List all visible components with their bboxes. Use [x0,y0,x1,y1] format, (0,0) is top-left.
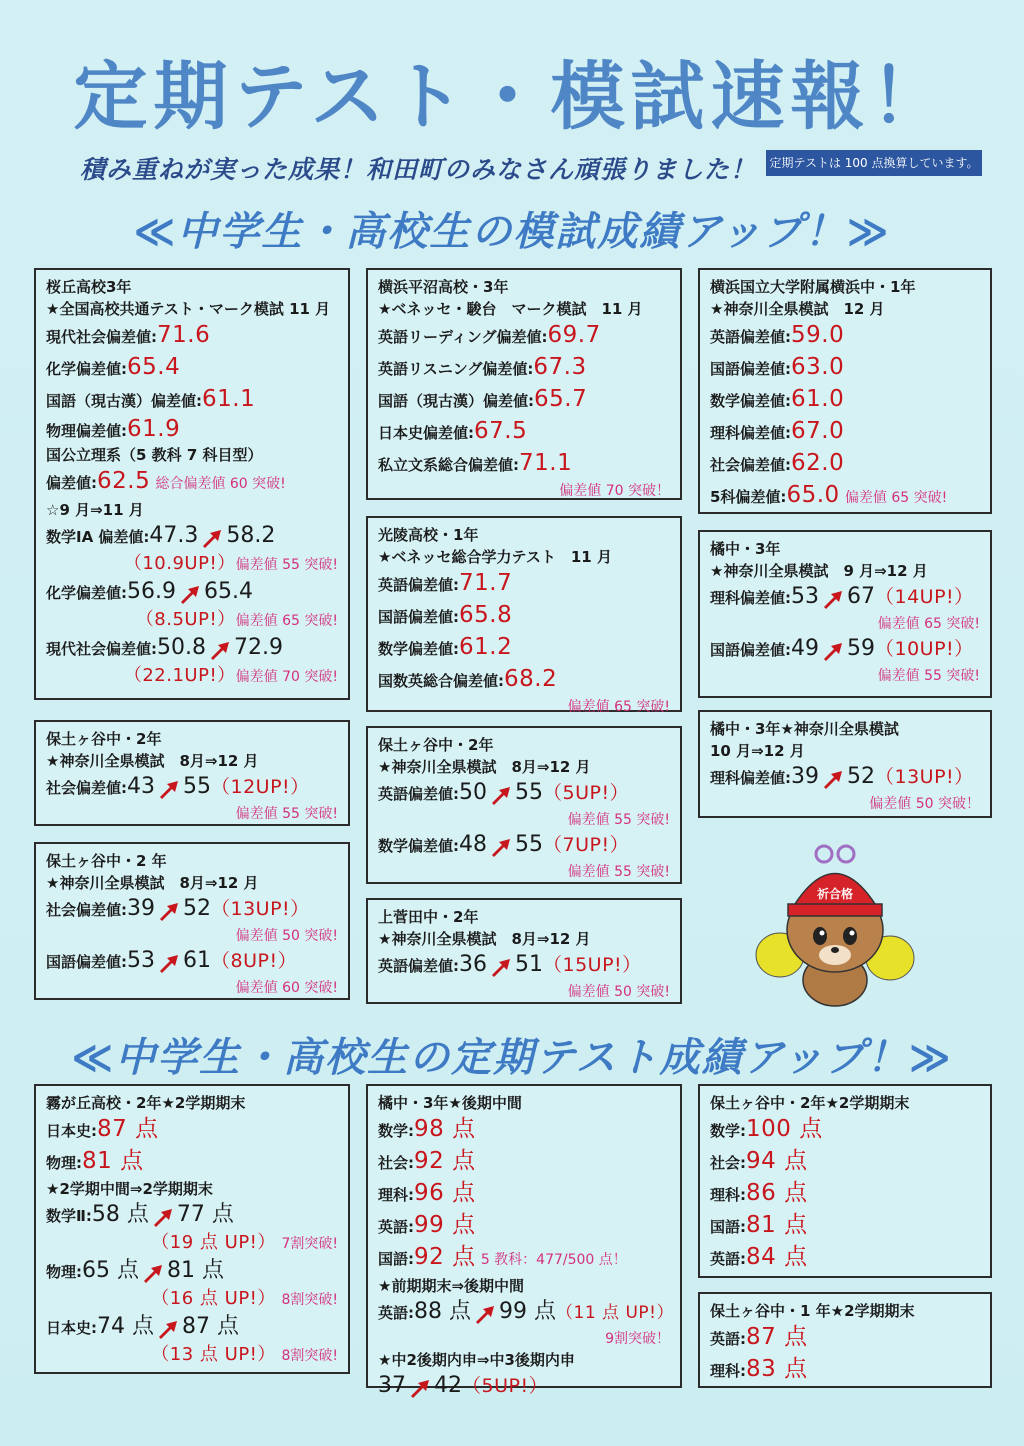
score-value: 50 [459,780,487,805]
score-value: 92 点 [414,1148,476,1174]
achievement-note: 偏差値 55 突破! [877,668,980,684]
score-row [378,1178,670,1210]
score-value: 55 [515,780,543,805]
subject-label: 現代社会偏差値: [46,640,157,658]
school-name: 横浜国立大学附属横浜中・1年 [710,278,916,296]
up-arrow-icon [157,952,181,974]
subject-label: 数学ⅠA 偏差値: [46,528,150,546]
note-line [46,1231,338,1256]
score-value: 53 [791,584,819,609]
subject-label: 国語偏差値: [378,608,459,626]
up-arrow-icon [473,1303,497,1325]
subject-label: 数学偏差値: [378,837,459,855]
subject-label: 化学偏差値: [46,584,127,602]
subject-label: 日本史: [46,1319,97,1337]
score-value: 58 点 [91,1202,149,1227]
score-value: 39 [791,764,819,789]
subject-label: 英語リーディング偏差値: [378,328,548,346]
score-value: （11 点 UP!） [556,1303,674,1323]
score-value: 56.9 [127,579,176,604]
up-arrow-icon [821,768,845,790]
squirrel-cheerleader-icon [750,840,920,1015]
note-line [710,613,980,634]
school-name: 上菅田中・2年 [378,908,479,926]
up-arrow-icon [157,900,181,922]
score-row [378,448,670,480]
score-value: 99 点 [414,1212,476,1238]
up-arrow-icon [157,778,181,800]
score-row [46,1114,338,1146]
note-line [378,1328,670,1349]
result-card-koryo [366,516,682,715]
improvement-row [46,521,338,552]
period-label: ★中2後期内申⇒中3後期内申 [378,1351,575,1369]
score-value: （5UP!） [462,1375,549,1397]
subject-label: 英語: [378,1218,414,1236]
improvement-row [710,762,980,793]
score-row [46,1146,338,1178]
score-row [378,384,670,416]
school-name: 桜丘高校3年 [46,278,132,296]
subject-label: 英語リスニング偏差値: [378,360,534,378]
score-value: 67.0 [791,418,845,444]
score-value: 62.0 [791,450,845,476]
subject-label: 国語: [378,1250,414,1268]
score-row [710,480,980,513]
score-row [378,568,670,600]
note-line [378,861,670,882]
result-card-hodogaya-e [698,1292,992,1388]
score-value: （19 点 UP!） [151,1232,276,1253]
score-value: 99 点 [499,1299,556,1324]
exam-name: ★全国高校共通テスト・マーク模試 11 月 [46,300,331,318]
score-value: 58.2 [226,523,276,548]
up-arrow-icon [489,784,513,806]
score-value: 96 点 [414,1180,476,1206]
note-line [46,977,338,998]
achievement-note: 偏差値 50 突破！ [869,796,980,812]
result-card-ynu-attached [698,268,992,514]
score-value: 71.1 [519,450,573,476]
score-row [710,1354,980,1386]
score-value: 49 [791,636,819,661]
score-value: 100 点 [746,1116,823,1142]
up-arrow-icon [821,640,845,662]
school-name: 保土ヶ谷中・1 年★2学期期末 [710,1302,915,1320]
achievement-note: 8割突破! [281,1348,338,1364]
score-value: 92 点 [414,1244,476,1270]
score-value: 61.9 [127,416,181,442]
score-value: （13UP!） [875,766,974,788]
score-value: 67.3 [533,354,587,380]
score-value: 39 [127,896,155,921]
up-arrow-icon [156,1318,180,1340]
page-subtitle: 積み重ねが実った成果！和田町のみなさん頑張りました！ [80,155,757,184]
result-card-sakuragaoka [34,268,350,700]
subject-label: 理科偏差値: [710,769,791,787]
score-row [710,1114,980,1146]
school-name: 橘中・3年 [710,540,781,558]
subject-label: 数学: [378,1122,414,1140]
subject-label: 英語偏差値: [378,785,459,803]
score-value: 52 [183,896,211,921]
score-value: 61.0 [791,386,845,412]
score-value: 87 点 [97,1116,159,1142]
conversion-note: 定期テストは 100 点換算しています。 [766,150,982,176]
score-row [710,352,980,384]
score-value: （22.1UP!） [123,665,236,686]
note-line [710,793,980,814]
result-card-tachibana-c [366,1084,682,1398]
subject-label: 英語偏差値: [378,957,459,975]
achievement-note: 総合偏差値 60 突破! [155,476,286,492]
improvement-row [378,830,670,861]
subject-label: 化学偏差値: [46,360,127,378]
improvement-row [710,582,980,613]
subject-label: 理科: [378,1186,414,1204]
achievement-note: 偏差値 60 突破! [235,980,338,996]
improvement-row [378,778,670,809]
exam-name: ★ベネッセ総合学力テスト 11 月 [378,548,612,566]
score-row [378,1114,670,1146]
improvement-row [46,946,338,977]
period-label: ☆9 月⇒11 月 [46,501,144,519]
up-arrow-icon [141,1262,165,1284]
score-value: 65.0 [786,482,840,508]
achievement-note: 偏差値 70 突破! [235,669,338,685]
subject-label: 英語: [710,1330,746,1348]
subject-label: 物理: [46,1154,82,1172]
score-value: 81 点 [167,1258,224,1283]
exam-name: ★神奈川全県模試 8月⇒12 月 [46,752,259,770]
result-card-tachibana-b [698,710,992,818]
score-value: 67.5 [474,418,528,444]
result-card-tachibana-a [698,530,992,698]
result-card-hodogaya-c [34,842,350,1000]
achievement-note: 偏差値 55 突破! [567,812,670,828]
achievement-note: 9割突破！ [605,1331,670,1347]
score-row [46,352,338,384]
up-arrow-icon [821,588,845,610]
achievement-note: 偏差値 50 突破! [567,984,670,1000]
score-value: 77 点 [176,1202,234,1227]
score-value: （13 点 UP!） [151,1344,276,1365]
score-value: （16 点 UP!） [151,1288,276,1309]
score-value: 65.4 [203,579,253,604]
subject-label: 国語偏差値: [710,360,791,378]
score-row [710,320,980,352]
score-row [710,1242,980,1274]
score-value: 74 点 [97,1314,154,1339]
improvement-row [46,577,338,608]
achievement-note: 7割突破! [281,1236,338,1252]
achievement-note: 偏差値 65 突破! [567,699,670,715]
subject-label: 理科偏差値: [710,424,791,442]
score-value: （10UP!） [875,638,974,660]
score-value: 81 点 [746,1212,808,1238]
improvement-row [46,633,338,664]
score-value: 88 点 [414,1299,471,1324]
subject-label: 国語偏差値: [46,953,127,971]
subject-label: 英語偏差値: [378,576,459,594]
score-value: 62.5 [97,468,151,494]
subject-label: 理科偏差値: [710,589,791,607]
subject-label: 国語偏差値: [710,641,791,659]
score-value: 36 [459,952,487,977]
result-card-hodogaya-b [366,726,682,884]
subject-label: 現代社会偏差値: [46,328,157,346]
score-value: 61.1 [202,386,256,412]
up-arrow-icon [489,836,513,858]
note-line [710,665,980,686]
note-line [46,1287,338,1312]
subject-label: 国語: [710,1218,746,1236]
score-row [710,1322,980,1354]
result-card-kamisugeta [366,898,682,1004]
up-arrow-icon [408,1377,432,1399]
score-value: 61.2 [459,634,513,660]
school-name: 光陵高校・1年 [378,526,479,544]
achievement-note: 偏差値 50 突破! [235,928,338,944]
result-card-hodogaya-a [34,720,350,826]
improvement-row [378,1371,670,1402]
school-name: 保土ヶ谷中・2年★2学期期末 [710,1094,910,1112]
score-value: （7UP!） [543,834,630,856]
subject-label: 社会: [710,1154,746,1172]
achievement-note: 8割突破! [281,1292,338,1308]
mascot-label: 祈合格 [816,887,854,901]
score-value: 50.8 [157,635,206,660]
achievement-note: 偏差値 65 突破! [877,616,980,632]
period-label: ★前期期末⇒後期中間 [378,1277,525,1295]
achievement-note: 偏差値 55 突破! [567,864,670,880]
subject-label: 社会偏差値: [710,456,791,474]
exam-name: ★神奈川全県模試 9 月⇒12 月 [710,562,928,580]
score-value: （10.9UP!） [123,553,236,574]
note-line [46,925,338,946]
score-value: （8UP!） [211,950,298,972]
achievement-note: 偏差値 65 突破! [844,490,948,506]
subject-label: 理科: [710,1186,746,1204]
subject-label: 英語偏差値: [710,328,791,346]
subject-label: 理科: [710,1362,746,1380]
score-row [710,1210,980,1242]
score-value: 52 [847,764,875,789]
subject-label: 英語: [378,1304,414,1322]
school-name: 橘中・3年★神奈川全県模試 [710,720,899,738]
subject-label: 私立文系総合偏差値: [378,456,519,474]
score-row [378,1242,670,1275]
score-value: 59 [847,636,875,661]
score-row [378,1210,670,1242]
score-value: 81 点 [82,1148,144,1174]
subject-label: 数学偏差値: [378,640,459,658]
subject-label: 国語（現古漢）偏差値: [378,392,534,410]
score-value: 48 [459,832,487,857]
course-type: 国公立理系（5 教科 7 科目型） [46,446,263,464]
improvement-row [378,1297,674,1328]
up-arrow-icon [200,527,224,549]
achievement-note: 偏差値 65 突破! [235,613,338,629]
note-line [378,981,670,1002]
score-value: （15UP!） [543,954,642,976]
score-value: 65 点 [82,1258,139,1283]
score-value: 51 [515,952,543,977]
score-value: 42 [434,1373,462,1398]
result-card-yokohama-hiranuma [366,268,682,500]
score-value: 86 点 [746,1180,808,1206]
score-row [710,384,980,416]
improvement-row [46,1256,338,1287]
subject-label: 国語（現古漢）偏差値: [46,392,202,410]
subject-label: 数学偏差値: [710,392,791,410]
subject-label: 数学Ⅱ: [46,1207,92,1225]
score-value: 71.7 [459,570,513,596]
subject-label: 日本史: [46,1122,97,1140]
subject-label: 数学: [710,1122,746,1140]
exam-name: ★神奈川全県模試 8月⇒12 月 [378,758,591,776]
subject-label: 物理: [46,1263,82,1281]
score-value: 37 [378,1373,406,1398]
page-title: 定期テスト・模試速報！ [73,54,951,140]
score-value: 87 点 [746,1324,808,1350]
score-value: 65.7 [534,386,588,412]
score-value: 63.0 [791,354,845,380]
subject-label: 社会偏差値: [46,901,127,919]
up-arrow-icon [151,1206,175,1228]
note-line [378,696,670,716]
period-label: ★2学期中間⇒2学期期末 [46,1180,213,1198]
score-row [378,416,670,448]
improvement-row [46,894,338,925]
score-value: 98 点 [414,1116,476,1142]
score-value: 71.6 [157,322,211,348]
note-line [378,809,670,830]
score-row [46,320,338,352]
up-arrow-icon [178,583,202,605]
score-value: 69.7 [547,322,601,348]
achievement-note: 偏差値 55 突破! [235,806,338,822]
subject-label: 5科偏差値: [710,488,787,506]
improvement-row [46,1312,338,1343]
score-row [378,632,670,664]
school-name: 保土ヶ谷中・2年 [378,736,494,754]
subject-label: 日本史偏差値: [378,424,474,442]
subject-label: 英語: [710,1250,746,1268]
school-name: 横浜平沼高校・3年 [378,278,509,296]
score-row [378,1146,670,1178]
improvement-row [710,634,980,665]
score-row [710,416,980,448]
achievement-note: 5 教科：477/500 点！ [480,1252,627,1268]
note-line [46,803,338,824]
score-row [46,384,338,416]
score-row [46,466,338,499]
school-name: 霧が丘高校・2年★2学期期末 [46,1094,246,1112]
exam-name: ★神奈川全県模試 12 月 [710,300,885,318]
subject-label: 社会: [378,1154,414,1172]
school-name: 橘中・3年★後期中間 [378,1094,522,1112]
note-line [46,552,338,577]
up-arrow-icon [489,956,513,978]
score-value: 53 [127,948,155,973]
score-value: （13UP!） [211,898,310,920]
score-value: （14UP!） [875,586,974,608]
subject-label: 物理偏差値: [46,422,127,440]
score-value: （5UP!） [543,782,630,804]
improvement-row [46,1200,338,1231]
improvement-row [46,772,338,803]
note-line [46,1343,338,1368]
score-value: 83 点 [746,1356,808,1382]
result-card-kirigaoka [34,1084,350,1374]
exam-name: ★神奈川全県模試 8月⇒12 月 [378,930,591,948]
score-row [710,448,980,480]
achievement-note: 偏差値 55 突破! [235,557,338,573]
section-heading-regular: ≪中学生・高校生の定期テスト成績アップ！≫ [71,1035,953,1081]
result-card-hodogaya-d [698,1084,992,1278]
exam-name: ★神奈川全県模試 8月⇒12 月 [46,874,259,892]
section-heading-mock: ≪中学生・高校生の模試成績アップ！≫ [133,209,891,255]
up-arrow-icon [208,639,232,661]
score-value: 55 [515,832,543,857]
score-row [710,1178,980,1210]
period-label: 10 月⇒12 月 [710,742,805,760]
note-line [46,664,338,689]
score-value: 67 [847,584,875,609]
score-row [378,352,670,384]
score-value: 43 [127,774,155,799]
score-value: 94 点 [746,1148,808,1174]
score-value: 87 点 [182,1314,239,1339]
score-value: 65.4 [127,354,181,380]
score-value: 55 [183,774,211,799]
subject-label: 国数英総合偏差値: [378,672,504,690]
subject-label: 偏差値: [46,474,97,492]
score-value: 65.8 [459,602,513,628]
score-value: 47.3 [149,523,199,548]
score-value: 59.0 [791,322,845,348]
score-row [378,664,670,696]
score-value: （8.5UP!） [135,609,236,630]
score-value: 61 [183,948,211,973]
note-line [46,608,338,633]
achievement-note: 偏差値 70 突破！ [559,483,670,499]
improvement-row [378,950,670,981]
score-value: 68.2 [504,666,558,692]
score-row [710,1146,980,1178]
score-row [378,320,670,352]
school-name: 保土ヶ谷中・2年 [46,730,162,748]
score-value: 84 点 [746,1244,808,1270]
school-name: 保土ヶ谷中・2 年 [46,852,167,870]
exam-name: ★ベネッセ・駿台 マーク模試 11 月 [378,300,643,318]
score-value: 72.9 [233,635,283,660]
note-line [378,480,670,500]
score-value: （12UP!） [211,776,310,798]
score-row [378,600,670,632]
score-row [46,416,338,444]
subject-label: 社会偏差値: [46,779,127,797]
